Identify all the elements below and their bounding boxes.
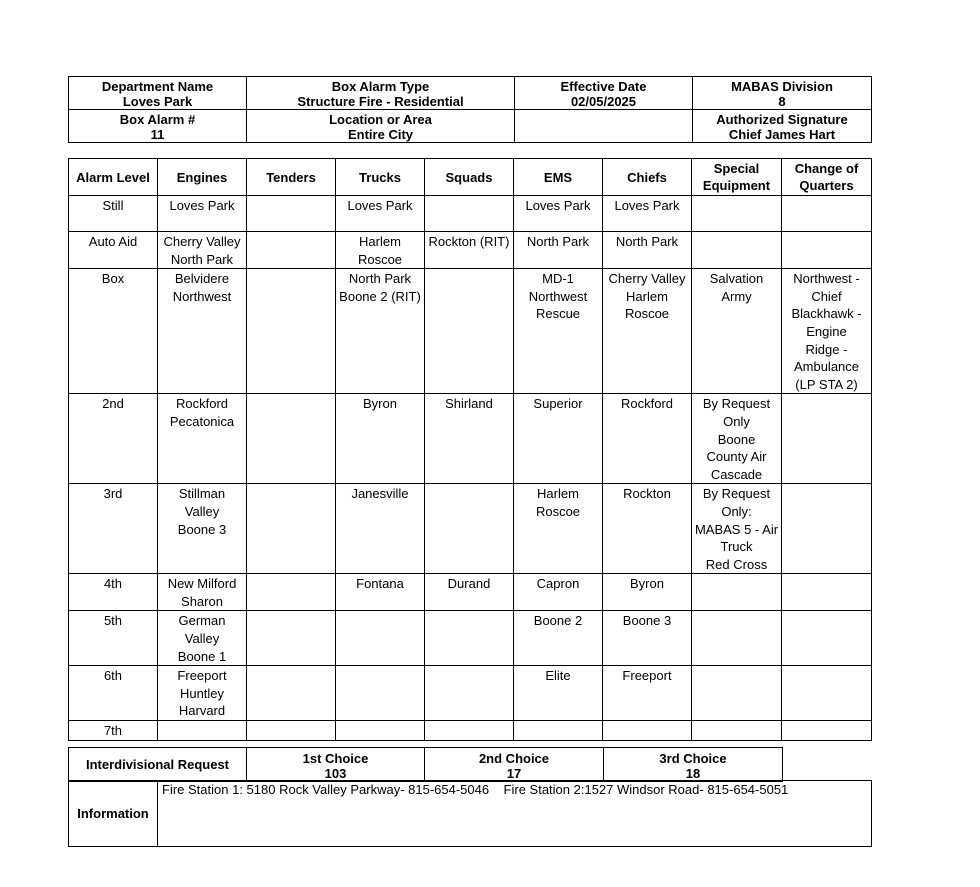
cell-change-of-quarters — [782, 232, 872, 269]
cell-alarm-level: Auto Aid — [69, 232, 158, 269]
column-header-chiefs: Chiefs — [603, 159, 692, 196]
cell-squads — [425, 196, 514, 232]
box-alarm-type-label: Box Alarm Type — [331, 79, 430, 94]
cell-change-of-quarters — [782, 721, 872, 741]
cell-chiefs: Byron — [603, 574, 692, 611]
cell-alarm-level: 6th — [69, 666, 158, 721]
header-row — [69, 159, 872, 196]
cell-chiefs: Freeport — [603, 666, 692, 721]
cell-special-equipment — [692, 574, 782, 611]
cell-engines — [158, 721, 247, 741]
cell-special-equipment: Salvation Army — [692, 269, 782, 394]
department-name: Loves Park — [122, 94, 193, 109]
cell-tenders — [247, 394, 336, 484]
choice-1-cell — [247, 748, 425, 782]
location-label: Location or Area — [329, 112, 432, 127]
choice-3-label: 3rd Choice — [659, 751, 727, 766]
cell-engines: Freeport Huntley Harvard — [158, 666, 247, 721]
box-alarm-number-label: Box Alarm # — [119, 112, 196, 127]
box-alarm-type-cell — [247, 77, 515, 110]
cell-tenders — [247, 484, 336, 574]
cell-engines: Stillman Valley Boone 3 — [158, 484, 247, 574]
mabas-division-cell — [693, 77, 872, 110]
cell-squads — [425, 484, 514, 574]
authorized-signature-label: Authorized Signature — [716, 112, 848, 127]
effective-date: 02/05/2025 — [570, 94, 637, 109]
information-label: Information — [69, 781, 158, 847]
cell-change-of-quarters — [782, 394, 872, 484]
interdivisional-table — [68, 747, 783, 782]
cell-special-equipment — [692, 196, 782, 232]
table-row — [69, 574, 872, 611]
cell-ems: Loves Park — [514, 196, 603, 232]
table-row — [69, 611, 872, 666]
column-header-ems: EMS — [514, 159, 603, 196]
cell-alarm-level: 5th — [69, 611, 158, 666]
choice-2-cell — [425, 748, 604, 782]
cell-change-of-quarters — [782, 666, 872, 721]
cell-tenders — [247, 196, 336, 232]
choice-1-label: 1st Choice — [302, 751, 369, 766]
cell-chiefs: Cherry Valley Harlem Roscoe — [603, 269, 692, 394]
cell-trucks: Loves Park — [336, 196, 425, 232]
cell-alarm-level: 3rd — [69, 484, 158, 574]
choice-2-label: 2nd Choice — [478, 751, 550, 766]
box-alarm-number-cell — [69, 110, 247, 143]
column-header-engines: Engines — [158, 159, 247, 196]
authorized-signature: Chief James Hart — [728, 127, 836, 142]
location: Entire City — [347, 127, 413, 142]
cell-tenders — [247, 611, 336, 666]
column-header-special-equipment: Special Equipment — [692, 159, 782, 196]
cell-alarm-level: 7th — [69, 721, 158, 741]
cell-chiefs: Loves Park — [603, 196, 692, 232]
cell-trucks: Janesville — [336, 484, 425, 574]
authorized-signature-cell — [693, 110, 872, 143]
box-alarm-type: Structure Fire - Residential — [297, 94, 464, 109]
cell-squads — [425, 269, 514, 394]
column-header-trucks: Trucks — [336, 159, 425, 196]
cell-alarm-level: Still — [69, 196, 158, 232]
cell-ems: Harlem Roscoe — [514, 484, 603, 574]
cell-ems: Elite — [514, 666, 603, 721]
cell-special-equipment — [692, 611, 782, 666]
cell-squads: Shirland — [425, 394, 514, 484]
cell-engines: German Valley Boone 1 — [158, 611, 247, 666]
table-row — [69, 269, 872, 394]
cell-squads — [425, 721, 514, 741]
choice-3-cell — [604, 748, 783, 782]
cell-chiefs: Rockton — [603, 484, 692, 574]
cell-alarm-level: Box — [69, 269, 158, 394]
cell-tenders — [247, 721, 336, 741]
cell-trucks — [336, 611, 425, 666]
interdivisional-label: Interdivisional Request — [69, 748, 247, 782]
cell-trucks — [336, 666, 425, 721]
cell-chiefs — [603, 721, 692, 741]
cell-ems: North Park — [514, 232, 603, 269]
cell-squads: Rockton (RIT) — [425, 232, 514, 269]
box-alarm-number: 11 — [150, 127, 165, 142]
cell-trucks: Fontana — [336, 574, 425, 611]
department-name-cell — [69, 77, 247, 110]
information-text: Fire Station 1: 5180 Rock Valley Parkway- 815-654-5046 Fire Station 2:1527 Windsor Road- 815-654-5051 — [158, 781, 872, 847]
cell-change-of-quarters — [782, 484, 872, 574]
choice-3-value: 18 — [685, 766, 701, 781]
table-row — [69, 394, 872, 484]
table-row — [69, 721, 872, 741]
table-row — [69, 484, 872, 574]
cell-tenders — [247, 269, 336, 394]
cell-ems: MD-1 Northwest Rescue — [514, 269, 603, 394]
cell-special-equipment: By Request Only: MABAS 5 - Air Truck Red Cross — [692, 484, 782, 574]
cell-special-equipment: By Request Only Boone County Air Cascade — [692, 394, 782, 484]
header-table — [68, 76, 872, 143]
column-header-squads: Squads — [425, 159, 514, 196]
cell-engines: Rockford Pecatonica — [158, 394, 247, 484]
cell-change-of-quarters: Northwest - Chief Blackhawk - Engine Ridge - Ambulance (LP STA 2) — [782, 269, 872, 394]
cell-special-equipment — [692, 721, 782, 741]
cell-alarm-level: 2nd — [69, 394, 158, 484]
cell-trucks: North Park Boone 2 (RIT) — [336, 269, 425, 394]
cell-trucks — [336, 721, 425, 741]
cell-change-of-quarters — [782, 196, 872, 232]
cell-tenders — [247, 666, 336, 721]
mabas-division-label: MABAS Division — [731, 79, 833, 94]
cell-ems: Capron — [514, 574, 603, 611]
cell-trucks: Byron — [336, 394, 425, 484]
information-table — [68, 780, 872, 847]
effective-date-label: Effective Date — [560, 79, 647, 94]
cell-engines: New Milford Sharon — [158, 574, 247, 611]
cell-chiefs: Rockford — [603, 394, 692, 484]
column-header-change-of-quarters: Change of Quarters — [782, 159, 872, 196]
choice-2-value: 17 — [506, 766, 522, 781]
cell-trucks: Harlem Roscoe — [336, 232, 425, 269]
cell-tenders — [247, 232, 336, 269]
cell-chiefs: North Park — [603, 232, 692, 269]
cell-squads — [425, 666, 514, 721]
mabas-division: 8 — [778, 94, 786, 109]
cell-ems: Superior — [514, 394, 603, 484]
department-name-label: Department Name — [101, 79, 214, 94]
effective-date-cell — [515, 77, 693, 110]
alarm-table — [68, 158, 872, 741]
table-row — [69, 196, 872, 232]
column-header-tenders: Tenders — [247, 159, 336, 196]
cell-engines: Belvidere Northwest — [158, 269, 247, 394]
cell-ems — [514, 721, 603, 741]
cell-chiefs: Boone 3 — [603, 611, 692, 666]
column-header-alarm-level: Alarm Level — [69, 159, 158, 196]
cell-ems: Boone 2 — [514, 611, 603, 666]
cell-change-of-quarters — [782, 574, 872, 611]
cell-alarm-level: 4th — [69, 574, 158, 611]
choice-1-value: 103 — [324, 766, 347, 781]
table-row — [69, 232, 872, 269]
cell-engines: Loves Park — [158, 196, 247, 232]
cell-squads — [425, 611, 514, 666]
cell-tenders — [247, 574, 336, 611]
cell-special-equipment — [692, 232, 782, 269]
cell-engines: Cherry Valley North Park — [158, 232, 247, 269]
empty-header-cell — [515, 110, 693, 143]
location-cell — [247, 110, 515, 143]
cell-special-equipment — [692, 666, 782, 721]
cell-change-of-quarters — [782, 611, 872, 666]
table-row — [69, 666, 872, 721]
cell-squads: Durand — [425, 574, 514, 611]
